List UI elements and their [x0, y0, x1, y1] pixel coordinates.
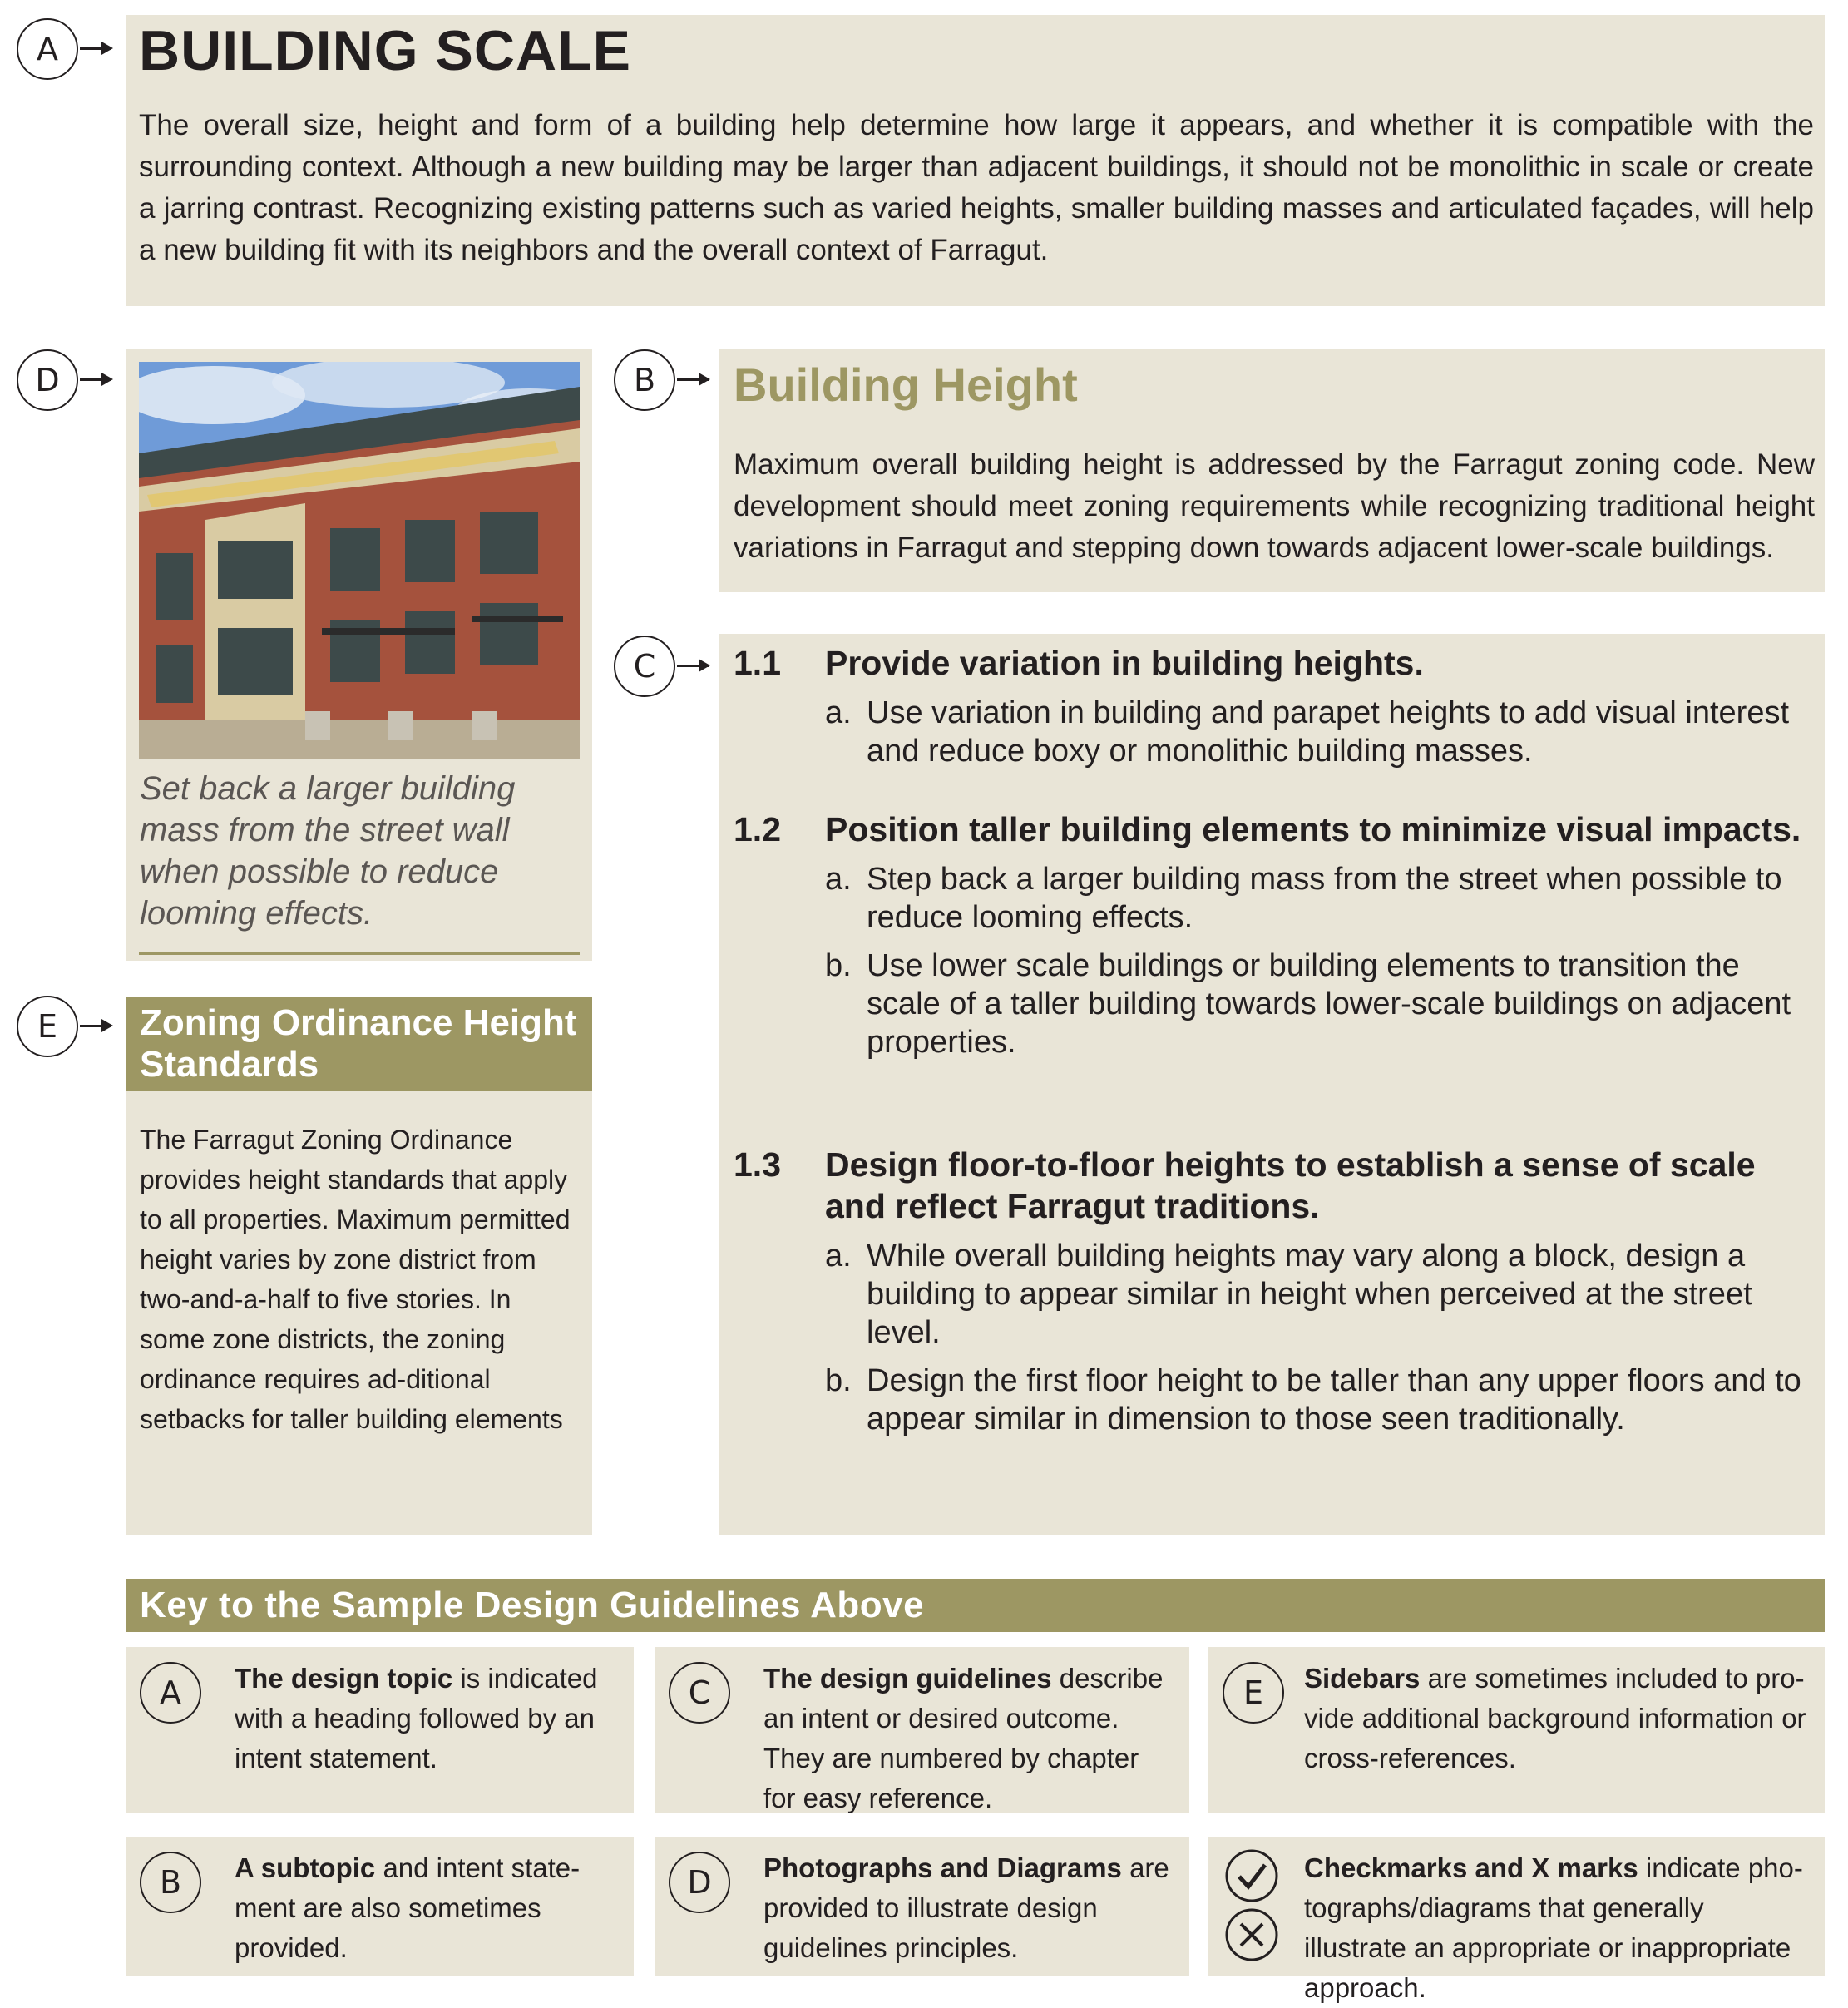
- key-cell-c: [655, 1647, 1189, 1813]
- arrow-c-icon: [677, 665, 709, 667]
- guideline-1-3: [734, 1144, 1815, 1438]
- key-marker-b: B: [140, 1852, 201, 1913]
- key-marker-c: C: [669, 1662, 730, 1724]
- key-cell-a: [126, 1647, 634, 1813]
- caption-divider: [139, 952, 580, 955]
- arrow-a-icon: [80, 47, 111, 50]
- subtopic-title: Building Height: [734, 359, 1078, 411]
- topic-title: BUILDING SCALE: [139, 19, 631, 82]
- subtopic-intent: Maximum overall building height is addressed by the Farragut zoning code. New development should meet zoning requirements while recognizing traditional height variations in Farragut and stepping down towards adjacent lower-scale buildings.: [734, 448, 1815, 564]
- item-letter: a.: [825, 1239, 852, 1274]
- arrow-b-icon: [677, 378, 709, 381]
- guideline-item: [825, 947, 1815, 1061]
- key-text-e: Sidebars are sometimes included to pro-vide additional background information or cross-references.: [1304, 1663, 1806, 1773]
- marker-b: B: [614, 349, 675, 411]
- key-text-a: The design topic is indicated with a heading followed by an intent statement.: [235, 1663, 598, 1773]
- guideline-number: 1.3: [734, 1145, 781, 1184]
- topic-intent: The overall size, height and form of a building help determine how large it appears, and whether it is compatible with the surrounding context. Although a new building may be larger than adjacent buildings, it should not be monolithic in scale or create a jarring contrast. Recognizing existing patterns such as varied heights, smaller building masses and articulated façades, will help a new building fit with its neighbors and the overall context of Farragut.: [139, 109, 1814, 266]
- marker-e: E: [17, 996, 78, 1057]
- marker-c: C: [614, 636, 675, 697]
- key-cell-e: [1208, 1647, 1825, 1813]
- key-title: Key to the Sample Design Guidelines Above: [126, 1579, 1825, 1632]
- guideline-item: [825, 1362, 1815, 1438]
- key-text-d: Photographs and Diagrams are provided to illustrate design guidelines principles.: [763, 1852, 1169, 1963]
- guideline-item: [825, 694, 1815, 770]
- sidebar-text: The Farragut Zoning Ordinance provides height standards that apply to all properties. Maximum permitted height varies by zone district from two-and-a-half to five stories. In some zone districts, the zoning ordinance requires ad-ditional setbacks for taller building elements: [140, 1125, 571, 1434]
- guideline-1-1: [734, 642, 1815, 770]
- item-text: Use lower scale buildings or building elements to transition the scale of a taller building towards lower-scale buildings on adjacent properties.: [867, 948, 1791, 1060]
- guideline-item: [825, 860, 1815, 937]
- key-text-marks: Checkmarks and X marks indicate pho-tographs/diagrams that generally illustrate an appropriate or inappropriate approach.: [1304, 1852, 1803, 2003]
- marker-d: D: [17, 349, 78, 411]
- guideline-1-2: [734, 809, 1815, 1061]
- guideline-number: 1.1: [734, 644, 781, 682]
- item-letter: a.: [825, 862, 852, 897]
- building-illustration: [139, 362, 580, 759]
- key-marker-e: E: [1223, 1662, 1284, 1724]
- key-marker-a: A: [140, 1662, 201, 1724]
- guideline-title: Position taller building elements to minimize visual impacts.: [825, 810, 1801, 848]
- item-text: Design the first floor height to be taller than any upper floors and to appear similar in dimension to those seen traditionally.: [867, 1363, 1801, 1437]
- key-cell-d: [655, 1837, 1189, 1976]
- item-text: While overall building heights may vary along a block, design a building to appear similar in height when perceived at the street level.: [867, 1239, 1752, 1350]
- arrow-d-icon: [80, 378, 111, 381]
- guideline-title: Provide variation in building heights.: [825, 644, 1424, 682]
- item-text: Use variation in building and parapet heights to add visual interest and reduce boxy or monolithic building masses.: [867, 695, 1790, 769]
- item-text: Step back a larger building mass from the street when possible to reduce looming effects.: [867, 862, 1782, 935]
- sidebar-title: Zoning Ordinance Height Standards: [126, 997, 592, 1091]
- check-and-x-icon: [1223, 1848, 1281, 1965]
- key-marker-d: D: [669, 1852, 730, 1913]
- item-letter: b.: [825, 1363, 852, 1398]
- building-photo: [139, 362, 580, 759]
- item-letter: a.: [825, 695, 852, 730]
- key-text-b: A subtopic and intent state-ment are also sometimes provided.: [235, 1852, 581, 1963]
- guideline-item: [825, 1237, 1815, 1352]
- photo-caption: Set back a larger building mass from the street wall when possible to reduce looming effects.: [140, 770, 516, 932]
- guideline-title: Design floor-to-floor heights to establish a sense of scale and reflect Farragut traditions.: [825, 1145, 1756, 1225]
- key-cell-b: [126, 1837, 634, 1976]
- key-cell-marks: [1208, 1837, 1825, 2003]
- arrow-e-icon: [80, 1025, 111, 1027]
- guideline-number: 1.2: [734, 810, 781, 848]
- key-text-c: The design guidelines describe an intent or desired outcome. They are numbered by chapter for easy reference.: [763, 1663, 1164, 1813]
- marker-a: A: [17, 18, 78, 80]
- item-letter: b.: [825, 948, 852, 983]
